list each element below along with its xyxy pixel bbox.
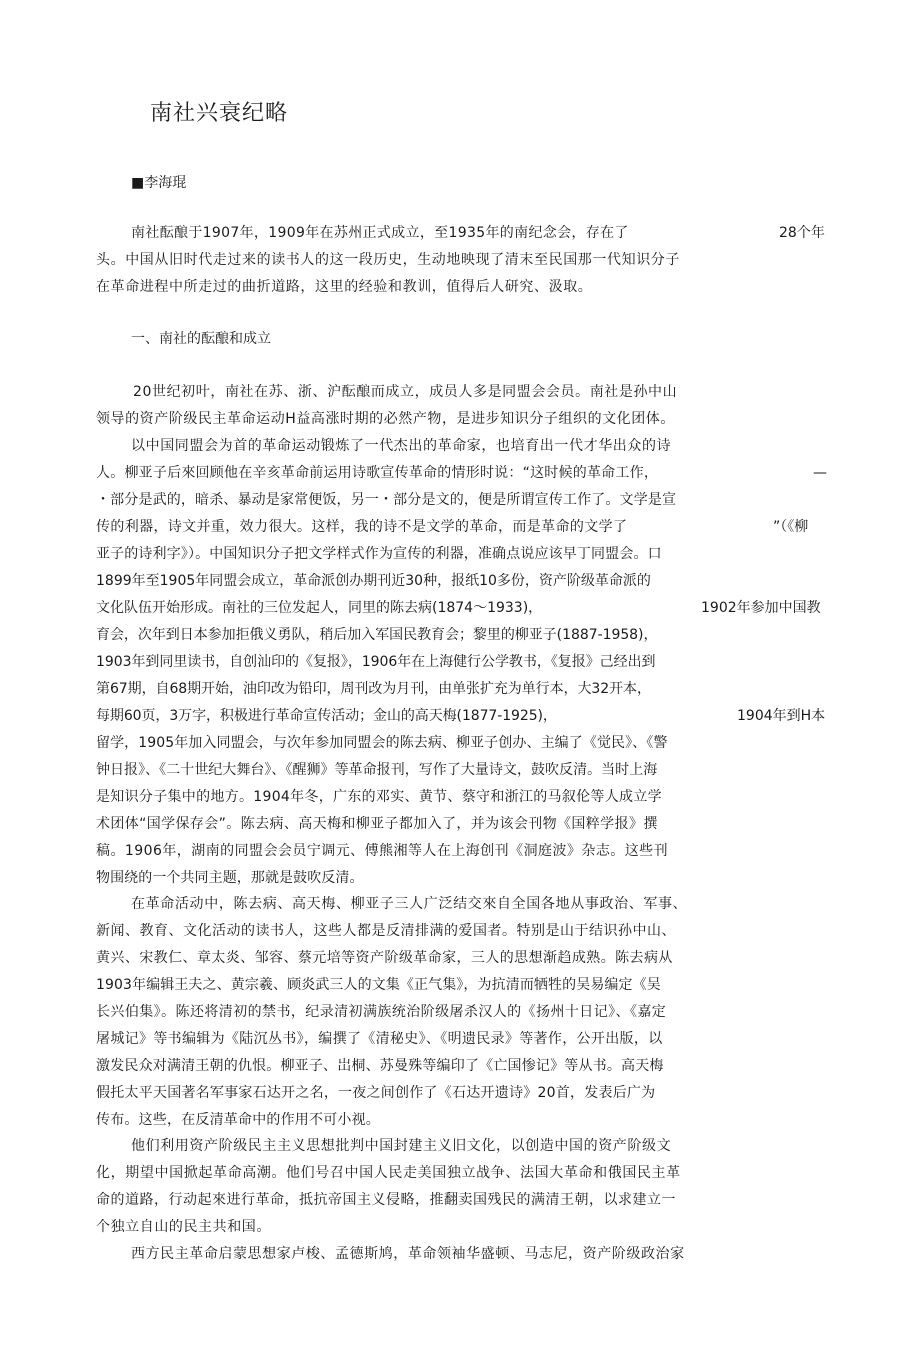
paragraph-line: 留学，1905年加入同盟会，与次年参加同盟会的陈去病、柳亚子创办、主编了《觉民》、《警 [96,735,668,751]
paragraph-line: 激发民众对满清王朝的仇恨。柳亚子、岀桐、苏曼殊等编印了《亡国惨记》等从书。高天梅 [96,1058,664,1074]
paragraph-line: 1899年至1905年同盟会成立，革命派创办期刊近30种，报纸10多份，资产阶级革命派的 [96,573,651,589]
paragraph-line: 术团体“国学保存会”。陈去病、高天梅和柳亚子都加入了，并为该会刊物《国粹学报》撰 [96,816,658,832]
paragraph-line: 假托太平天国著名军事家石达开之名，一夜之间创作了《石达开遗诗》20首，发表后广为 [96,1085,656,1101]
paragraph-line: 黄兴、宋教仁、章太炎、邹容、蔡元培等资产阶级革命家，三人的思想渐趋成熟。陈去病从 [96,950,673,966]
paragraph-line: 物围绕的一个共同主题，那就是鼓吹反清。 [96,870,364,886]
paragraph-line: 南社酝酿于1907年，1909年在苏州正式成立，至1935年的南纪念会，存在了 [131,225,629,241]
article-title: 南社兴衰纪略 [150,101,289,126]
paragraph-line: 亚子的诗利字》）。中国知识分子把文学样式作为宣传的利器，准确点说应该早丁同盟会。口 [96,546,662,562]
paragraph-line: 头。中国从旧时代走过来的读书人的这一段历史，生动地映现了清末至民国那一代知识分子 [96,252,680,268]
paragraph-line: 是知识分子集中的地方。1904年冬，广东的邓实、黄节、蔡守和浙江的马叙伦等人成立学 [96,789,662,805]
author-byline: ■李海琨 [131,175,187,191]
paragraph-line-right-fragment: 1902年参加中国教 [701,600,821,616]
paragraph-line: 育会，次年到日本参加拒俄义勇队，稍后加入军国民教育会；黎里的柳亚子(1887-1958)， [96,627,658,643]
paragraph-line: 长兴伯集》。陈还将清初的禁书，纪录清初满族统治阶级屠杀汉人的《扬州十日记》、《嘉定 [96,1004,667,1020]
paragraph-line: 领导的资产阶级民主革命运动H益高涨时期的必然产物，是进步知识分子组织的文化团体。 [96,411,675,427]
paragraph-line: 命的道路，行动起來进行革命，抵抗帝国主义侵略，推翻卖国残民的满清王朝，以求建立一 [96,1192,676,1208]
paragraph-line: 在革命进程中所走过的曲折道路，这里的经验和教训，值得后人研究、汲取。 [96,279,593,295]
paragraph-line: 传的利器，诗文并重，效力很大。这样，我的诗不是文学的革命，而是革命的文学了 [96,519,628,535]
paragraph-line: 屠城记》等书编辑为《陆沉丛书》，编撰了《清秘史》、《明遗民录》等著作，公开出版，以 [96,1031,663,1047]
paragraph-line-right-fragment: ”（《柳 [773,519,809,535]
paragraph-line: 个独立自山的民主共和国。 [96,1219,271,1235]
paragraph-line: 每期60页，3万字，积极进行革命宣传活动；金山的高天梅(1877-1925)， [96,708,557,724]
paragraph-line-right-fragment: — [813,465,827,481]
paragraph-line: 西方民主革命启蒙思想家卢梭、孟德斯鸠，革命领袖华盛顿、马志尼，资产阶级政治家 [131,1246,685,1262]
paragraph-line: 20世纪初叶，南社在苏、浙、沪酝酿而成立，成员人多是同盟会会员。南社是孙中山 [133,384,678,400]
paragraph-line: 以中国同盟会为首的革命运动锻炼了一代杰出的革命家，也培育出一代才华出众的诗 [131,438,672,454]
paragraph-line: 第67期，自68期开始，油印改为铅印，周刊改为月刊，由单张扩充为单行本，大32开本， [96,681,651,697]
paragraph-line: 稿。1906年，湖南的同盟会会员宁调元、傅熊湘等人在上海创刊《洞庭波》杂志。这些刊 [96,843,669,859]
paragraph-line: 钟日报》、《二十世纪大舞台》、《醒狮》等革命报刊，写作了大量诗文，鼓吹反清。当时上海 [96,762,658,778]
paragraph-line: 传布。这些，在反清革命中的作用不可小视。 [96,1112,380,1128]
paragraph-line-right-fragment: 1904年到H本 [737,708,826,724]
paragraph-line: 新闻、教育、文化活动的读书人，这些人都是反清排满的爱国者。特别是山于结识孙中山、 [96,923,676,939]
paragraph-line-right-fragment: 28个年 [779,225,825,241]
paragraph-line: 1903年到同里读书，自创汕印的《复报》，1906年在上海健行公学教书，《复报》己经出到 [96,654,656,670]
paragraph-line: 人。柳亚子后來回顾他在辛亥革命前运用诗歌宣传革命的情形时说：“这时候的革命工作， [96,465,659,481]
paragraph-line: 1903年编辑王夫之、黄宗羲、顾炎武三人的文集《正气集》，为抗清而牺牲的吴易编定《吴 [96,977,661,993]
section-heading: 一、南社的酝酿和成立 [131,331,271,347]
paragraph-line: 在革命活动中，陈去病、高天梅、柳亚子三人广泛结交來自全国各地从事政治、军事、 [131,896,688,912]
paragraph-line: 化，期望中国掀起革命高潮。他们号召中国人民走美国独立战争、法国大革命和俄国民主革 [96,1165,681,1181]
paragraph-line: 他们利用资产阶级民主主义思想批判中国封建主义旧文化，以创造中国的资产阶级文 [131,1138,672,1154]
paragraph-line: 文化队伍开始形成。南社的三位发起人，同里的陈去病(1874～1933)， [96,600,543,616]
paragraph-line: ・部分是武的，暗杀、暴动是家常便饭，另一・部分是文的，便是所谓宣传工作了。文学是宣 [96,492,677,508]
